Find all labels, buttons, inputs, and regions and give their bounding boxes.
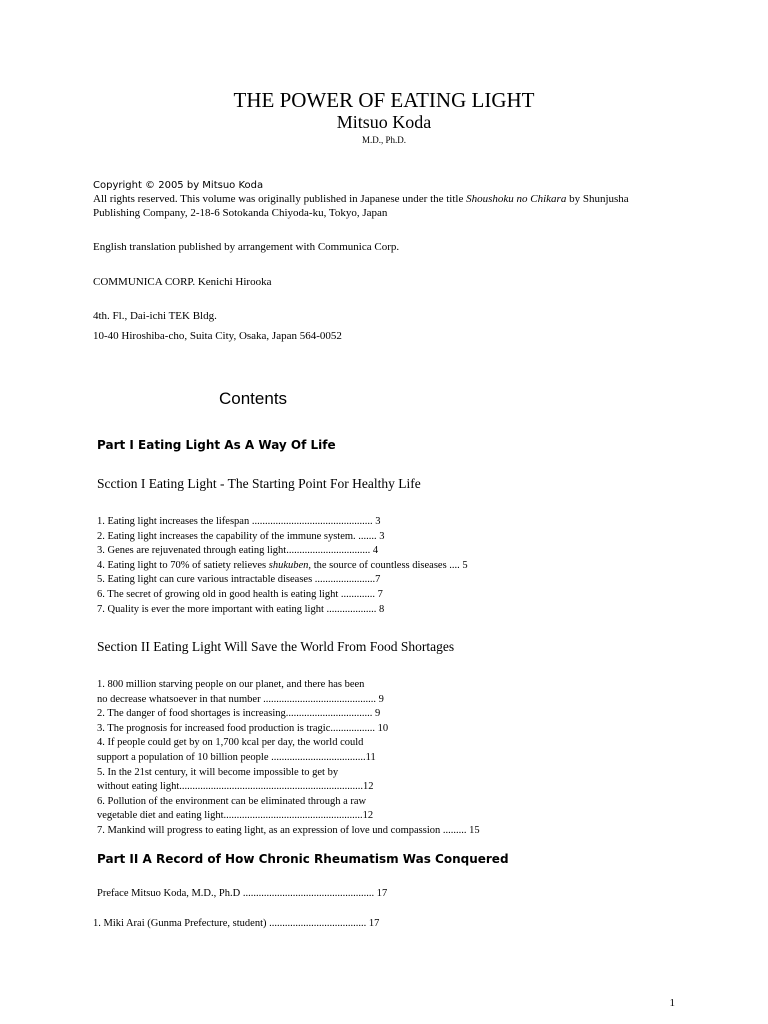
part-2-heading: Part II A Record of How Chronic Rheumatism Was Conquered — [97, 852, 509, 866]
toc-entry: no decrease whatsoever in that number ........................................... 9 — [97, 693, 384, 705]
toc-entry: 7. Mankind will progress to eating light, as an expression of love und compassion ......... 15 — [97, 824, 480, 836]
toc-entry: without eating light......................................................................12 — [97, 781, 374, 793]
toc-entry: 5. In the 21st century, it will become impossible to get by — [97, 766, 339, 778]
rights-text-post: by Shunjusha — [566, 193, 629, 205]
toc-entry: 2. Eating light increases the capability of the immune system. ....... 3 — [97, 530, 385, 542]
part-1-heading: Part I Eating Light As A Way Of Life — [97, 438, 336, 452]
section-1-heading: Scction I Eating Light - The Starting Point For Healthy Life — [97, 476, 421, 491]
rights-text-pre: All rights reserved. This volume was originally published in Japanese under the title — [93, 193, 467, 205]
rights-original-title: Shoushoku no Chikara — [466, 193, 567, 205]
toc-entry: support a population of 10 billion people ....................................11 — [97, 751, 376, 763]
page-number: 1 — [669, 997, 675, 1009]
contents-heading: Contents — [219, 389, 288, 408]
toc-entry: 1. 800 million starving people on our planet, and there has been — [97, 679, 365, 690]
publisher-name: COMMUNICA CORP. Kenichi Hirooka — [93, 276, 272, 288]
toc-entry — [97, 559, 468, 574]
toc-entry: 1. Eating light increases the lifespan .............................................. 3 — [97, 516, 381, 527]
toc-entry: 3. Genes are rejuvenated through eating light................................ 4 — [97, 545, 379, 557]
rights-line-2: Publishing Company, 2-18-6 Sotokanda Chiyoda-ku, Tokyo, Japan — [93, 207, 388, 219]
publisher-address-2: 10-40 Hiroshiba-cho, Suita City, Osaka, Japan 564-0052 — [93, 330, 342, 342]
toc-entry-text: the source of countless diseases .... 5 — [311, 559, 468, 571]
toc-entry: vegetable diet and eating light.....................................................12 — [97, 810, 374, 822]
toc-entry: 3. The prognosis for increased food production is tragic................. 10 — [97, 722, 389, 734]
copyright-line: Copyright © 2005 by Mitsuo Koda — [93, 180, 264, 191]
publisher-address-1: 4th. Fl., Dai-ichi TEK Bldg. — [93, 310, 217, 322]
toc-entry-text: 4. Eating light to 70% of satiety relieves — [97, 559, 269, 571]
preface-entry: Preface Mitsuo Koda, M.D., Ph.D .................................................. 17 — [97, 888, 388, 899]
toc-entry: 7. Quality is ever the more important with eating light ................... 8 — [97, 603, 385, 615]
author-credentials: M.D., Ph.D. — [361, 135, 406, 145]
toc-entry: 6. The secret of growing old in good health is eating light ............. 7 — [97, 588, 383, 600]
section-1-list — [97, 515, 468, 617]
section-2-list — [97, 678, 480, 839]
book-title: THE POWER OF EATING LIGHT — [233, 88, 535, 112]
rights-line-1 — [93, 193, 629, 205]
toc-entry: 5. Eating light can cure various intractable diseases .......................7 — [97, 574, 381, 586]
translation-note: English translation published by arrangement with Communica Corp. — [93, 241, 400, 253]
chapter-entry-1: 1. Miki Arai (Gunma Prefecture, student) ..................................... 17 — [93, 918, 380, 929]
author-name: Mitsuo Koda — [336, 112, 432, 132]
toc-entry-term: shukuben, — [268, 559, 312, 571]
toc-entry: 6. Pollution of the environment can be eliminated through a raw — [97, 795, 367, 807]
section-2-heading: Section II Eating Light Will Save the World From Food Shortages — [97, 639, 455, 654]
toc-entry: 4. If people could get by on 1,700 kcal per day, the world could — [97, 737, 364, 749]
toc-entry: 2. The danger of food shortages is increasing................................. 9 — [97, 708, 381, 720]
